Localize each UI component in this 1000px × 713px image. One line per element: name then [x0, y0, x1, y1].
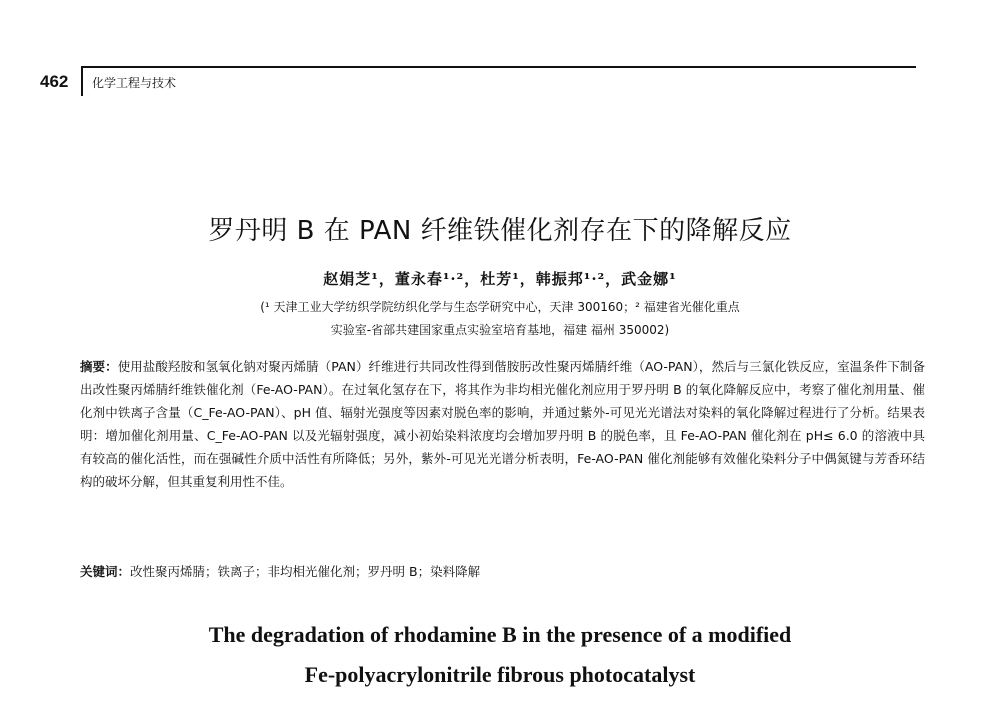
header-rule: [83, 66, 916, 68]
abstract-label: 摘要：: [80, 359, 118, 374]
keywords-text: 改性聚丙烯腈；铁离子；非均相光催化剂；罗丹明 B；染料降解: [130, 564, 481, 579]
keywords-label: 关键词：: [80, 564, 131, 579]
affiliation-line-2: 实验室-省部共建国家重点实验室培育基地，福建 福州 350002): [330, 323, 670, 337]
chinese-title: 罗丹明 B 在 PAN 纤维铁催化剂存在下的降解反应: [208, 216, 792, 246]
journal-name: 化学工程与技术: [92, 76, 177, 90]
abstract-text: 使用盐酸羟胺和氢氧化钠对聚丙烯腈（PAN）纤维进行共同改性得到偕胺肟改性聚丙烯腈纤维（AO-PAN），然后与三氯化铁反应，室温条件下制备出改性聚丙烯腈纤维铁催化剂（Fe-AO-PAN）。在过氧化氢存在下，将其作为非均相光催化剂应用于罗丹明 B 的氧化降解反应中，考察了催化剂用量、催化剂中铁离子含量（C_Fe-AO-PAN）、pH 值、辐射光强度等因素对脱色率的影响，并通过紫外-可见光光谱法对染料的氧化降解过程进行了分析。结果表明：增加催化剂用量、C_Fe-AO-PAN 以及光辐射强度，减小初始染料浓度均会增加罗丹明 B 的脱色率，且 Fe-AO-PAN 催化剂在 pH≤ 6.0 的溶液中具有较高的催化活性，而在强碱性介质中活性有所降低；另外，紫外-可见光光谱分析表明，Fe-AO-PAN 催化剂能够有效催化染料分子中偶氮键与芳香环结构的破坏分解，但其重复利用性不佳。: [80, 359, 925, 489]
page-header: [40, 58, 920, 98]
author-list: 赵娟芝¹，董永春¹·²，杜芳¹，韩振邦¹·²，武金娜¹: [323, 270, 677, 288]
keywords: [80, 562, 925, 580]
english-title-line-1: The degradation of rhodamine B in the presence of a modified: [208, 622, 792, 647]
affiliation-line-1: (¹ 天津工业大学纺织学院纺织化学与生态学研究中心，天津 300160；² 福建省光催化重点: [260, 300, 740, 314]
english-title-line-2: Fe-polyacrylonitrile fibrous photocatalyst: [304, 662, 696, 687]
header-divider-vertical: [81, 66, 83, 96]
abstract: [80, 355, 925, 493]
page-number: 462: [40, 72, 69, 91]
